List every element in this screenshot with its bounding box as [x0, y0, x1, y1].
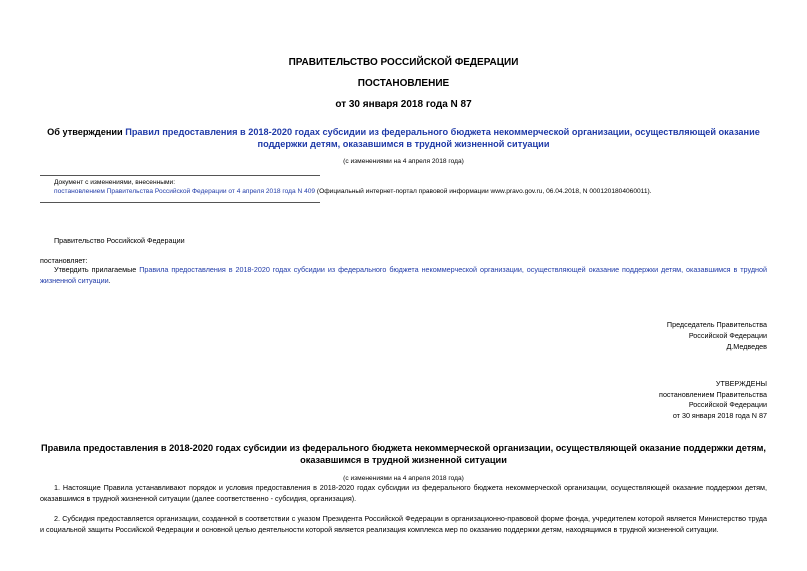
changes-source: (Официальный интернет-портал правовой информации www.pravo.gov.ru, 06.04.2018, N 0001201804060011). [315, 188, 652, 195]
decides-label: постановляет: [40, 256, 88, 265]
p2-line1: 2. Субсидия предоставляется организации, созданной в соответствии с указом Президента Российской Федерации в организационно-правовой форме фонда, учредителем которой является Министерство труда [54, 514, 767, 523]
separator-top [40, 175, 320, 176]
document-title [0, 126, 807, 150]
title-link-continued[interactable]: поддержки детям, оказавшимся в трудной жизненной ситуации [257, 139, 550, 149]
approved-country: Российской Федерации [688, 400, 767, 409]
document-type: ПОСТАНОВЛЕНИЕ [357, 78, 450, 89]
signature-title: Председатель Правительства [666, 320, 767, 329]
changes-entry [54, 187, 652, 197]
title-prefix: Об утверждении [47, 127, 126, 137]
rules-paragraph-2 [40, 514, 767, 535]
approved-heading: УТВЕРЖДЕНЫ [715, 379, 767, 388]
separator-bottom [40, 202, 320, 203]
rules-amended-note: (с изменениями на 4 апреля 2018 года) [343, 475, 464, 482]
amended-note: (с изменениями на 4 апреля 2018 года) [343, 158, 464, 165]
rules-title-line1: Правила предоставления в 2018-2020 годах субсидии из федерального бюджета некоммерческой организации, осуществляющей оказание поддержки детям, [41, 443, 766, 453]
p1-line2: оказавшимся в трудной жизненной ситуации (далее соответственно - субсидия, организация). [40, 493, 357, 503]
title-link[interactable]: Правил предоставления в 2018-2020 годах субсидии из федерального бюджета некоммерческой организации, осуществляющей оказание [125, 127, 760, 137]
issuer: Правительство Российской Федерации [54, 236, 185, 245]
approve-suffix: . [108, 275, 111, 285]
rules-title-line2: оказавшимся в трудной жизненной ситуации [300, 454, 507, 465]
approved-block [659, 379, 767, 421]
approved-by: постановлением Правительства [659, 389, 767, 399]
changes-label: Документ с изменениями, внесенными: [54, 179, 176, 186]
approved-date: от 30 января 2018 года N 87 [672, 410, 767, 420]
signature-block [667, 319, 767, 352]
rules-title [0, 443, 807, 466]
rules-paragraph-1 [40, 483, 767, 504]
p1-line1: 1. Настоящие Правила устанавливают порядок и условия предоставления в 2018-2020 годах субсидии из федерального бюджета некоммерческой организации, осуществляющей оказание поддержки детям, [54, 483, 767, 492]
government-heading: ПРАВИТЕЛЬСТВО РОССИЙСКОЙ ФЕДЕРАЦИИ [288, 57, 519, 68]
signature-country: Российской Федерации [688, 331, 767, 340]
approve-paragraph [40, 265, 767, 286]
approve-link[interactable]: Правила предоставления в 2018-2020 годах субсидии из федерального бюджета некоммерческой организации, осуществляющей оказание поддержки детям, оказавшимся в трудной [139, 265, 767, 274]
approve-prefix: Утвердить прилагаемые [54, 265, 140, 274]
p2-line2: и социальной защиты Российской Федерации и основной целью деятельности которой является реализация комплекса мер по оказанию поддержки детям, находящимся в трудной жизненной ситуации. [40, 524, 719, 534]
approve-link-continued[interactable]: жизненной ситуации [40, 275, 109, 285]
signature-name: Д.Медведев [726, 342, 767, 351]
document-date-number: от 30 января 2018 года N 87 [335, 99, 472, 110]
changes-link[interactable]: постановлением Правительства Российской Федерации от 4 апреля 2018 года N 409 [54, 188, 316, 195]
